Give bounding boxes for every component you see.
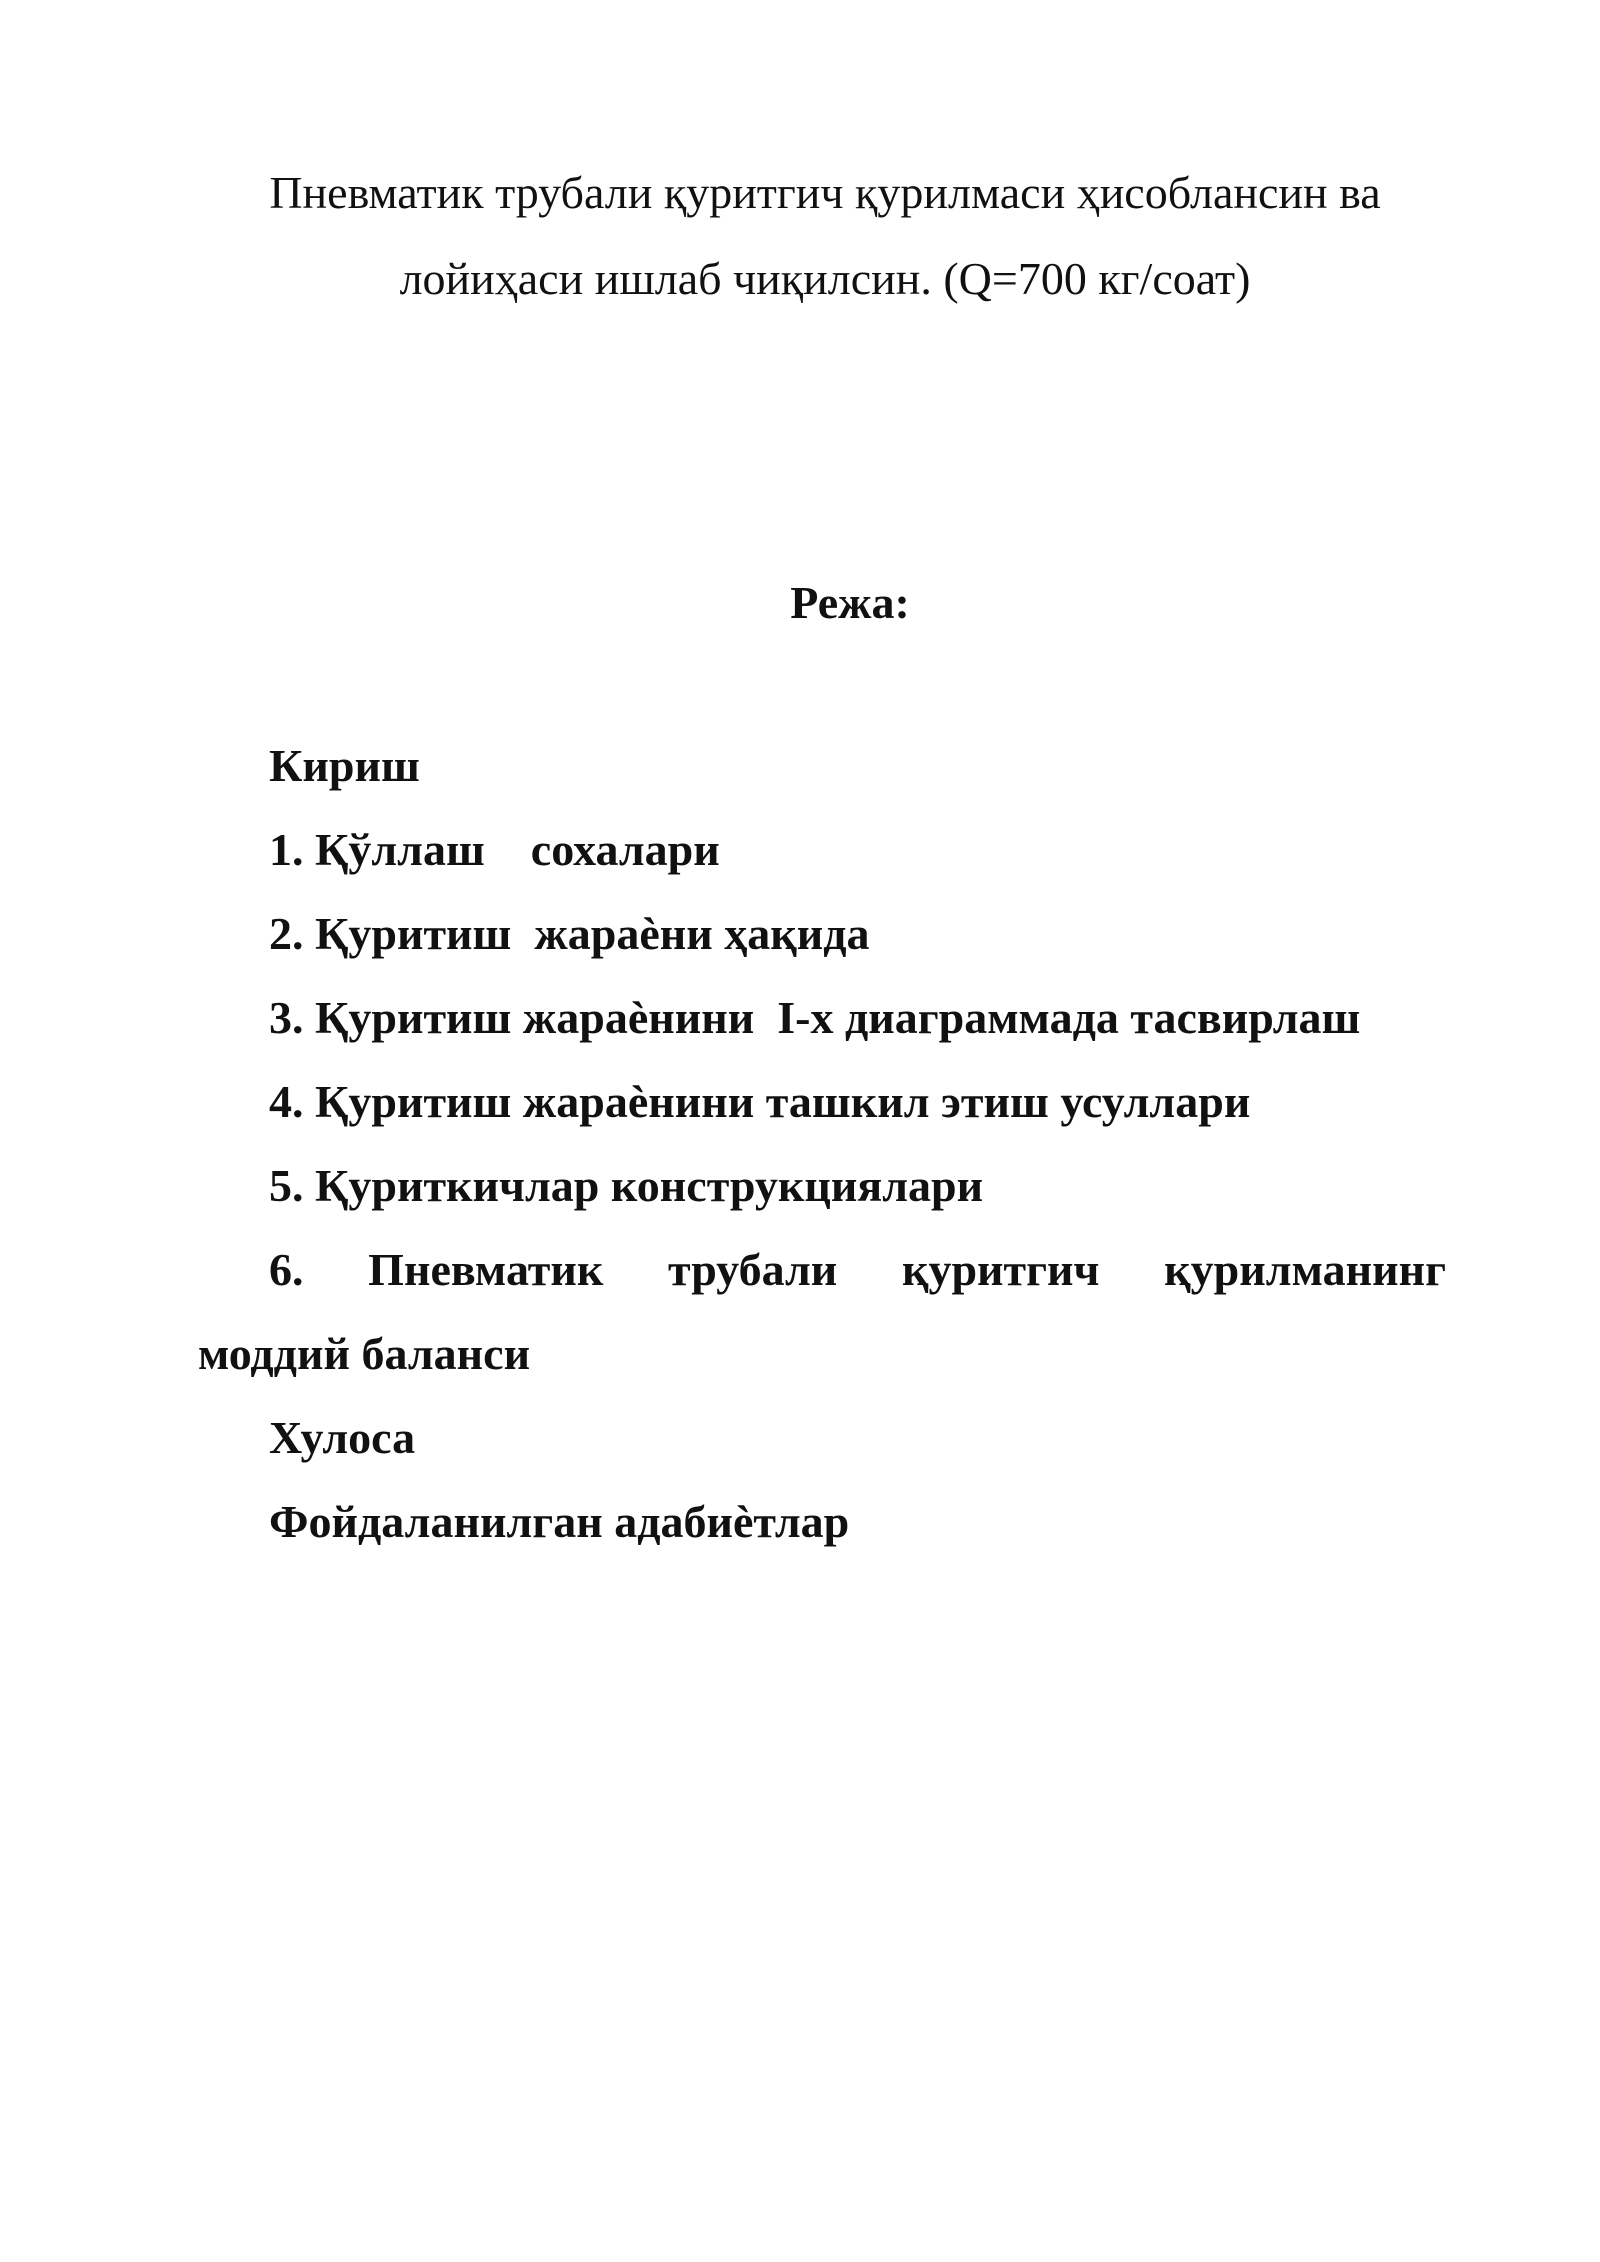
toc-item-5: 5. Қуриткичлар конструкциялари — [269, 1160, 984, 1211]
toc-item-6 — [198, 1228, 1446, 1312]
toc-item-conclusion: Хулоса — [269, 1412, 416, 1463]
toc-item-1: 1. Қўллаш сохалари — [269, 824, 720, 875]
toc-item-references: Фойдаланилган адабиѐтлар — [269, 1496, 850, 1547]
toc-item-intro: Кириш — [269, 740, 420, 791]
toc-item-6-word: қурилманинг — [1164, 1244, 1446, 1295]
document-title — [190, 150, 1460, 322]
toc-item-6-word: қуритгич — [901, 1244, 1100, 1295]
toc-item-4: 4. Қуритиш жараѐнини ташкил этиш усуллари — [269, 1076, 1251, 1127]
title-line-2: лойиҳаси ишлаб чиқилсин. (Q=700 кг/соат) — [399, 253, 1251, 304]
table-of-contents — [198, 724, 1446, 1564]
toc-item-3: 3. Қуритиш жараѐнини I-x диаграммада тасвирлаш — [269, 992, 1361, 1043]
toc-item-6-word: 6. — [269, 1244, 304, 1295]
plan-heading: Режа: — [790, 577, 910, 628]
toc-item-6-word: Пневматик — [368, 1244, 604, 1295]
toc-item-6-word: трубали — [668, 1244, 838, 1295]
toc-item-6-continuation: моддий баланси — [198, 1328, 531, 1379]
title-line-1: Пневматик трубали қуритгич қурилмаси ҳисоблансин ва — [269, 167, 1381, 218]
toc-item-2: 2. Қуритиш жараѐни ҳақида — [269, 908, 870, 959]
